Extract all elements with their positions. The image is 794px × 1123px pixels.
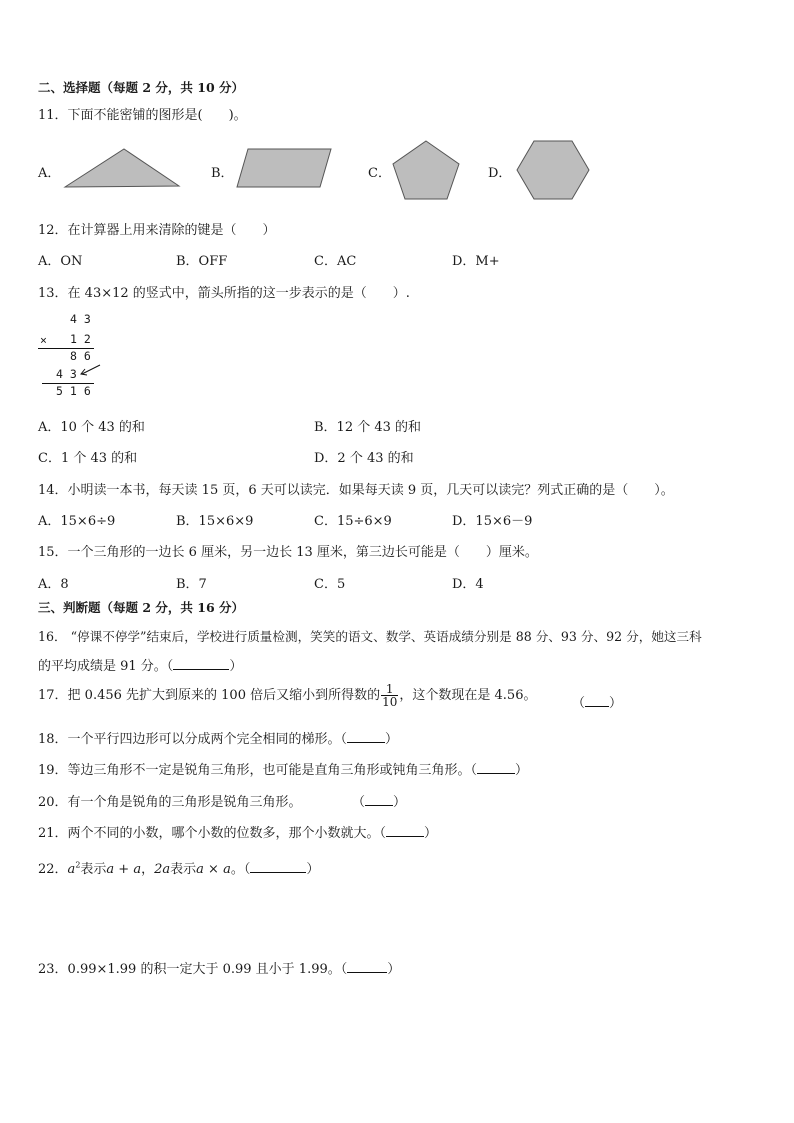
fraction-numerator: 1 bbox=[381, 683, 398, 696]
q14-option-a: A．15×6÷9 bbox=[38, 514, 116, 529]
question-22-end: ） bbox=[306, 862, 320, 877]
answer-blank-23[interactable] bbox=[347, 960, 387, 973]
question-20: 20．有一个角是锐角的三角形是锐角三角形。 bbox=[38, 795, 302, 810]
variable-a: a bbox=[67, 862, 76, 877]
q15-option-b: B．7 bbox=[176, 577, 207, 592]
question-17-tail: ，这个数现在是 4.56。 bbox=[399, 688, 537, 703]
q14-option-c: C．15÷6×9 bbox=[314, 514, 392, 529]
q11-option-a-label: A． bbox=[38, 166, 61, 181]
question-22-means-1: 表示 bbox=[80, 862, 107, 877]
fraction-denominator: 10 bbox=[382, 695, 398, 709]
question-18 bbox=[38, 728, 398, 747]
expression-a-times-a: a × a bbox=[196, 862, 231, 877]
question-17-text: 17．把 0.456 先扩大到原来的 100 倍后又缩小到所得数的 bbox=[38, 688, 381, 703]
q13-option-d: D．2 个 43 的和 bbox=[314, 451, 414, 466]
triangle-shape bbox=[62, 146, 182, 190]
q12-option-b: B．OFF bbox=[176, 254, 228, 269]
q12-option-d: D．M+ bbox=[452, 254, 500, 269]
expression-2a: 2a bbox=[154, 862, 171, 877]
expression-a-plus-a: a + a bbox=[106, 862, 142, 877]
calc-multiplicand: 43 bbox=[70, 312, 98, 326]
fraction-1-10 bbox=[381, 683, 398, 708]
question-13: 13．在 43×12 的竖式中，箭头所指的这一步表示的是（ ）. bbox=[38, 286, 410, 301]
question-21-text: 21．两个不同的小数，哪个小数的位数多，那个小数就大。（ bbox=[38, 826, 387, 841]
question-12: 12．在计算器上用来清除的键是（ ） bbox=[38, 223, 276, 238]
question-22-number: 22． bbox=[38, 862, 68, 877]
question-19-text: 19．等边三角形不一定是锐角三角形，也可能是直角三角形或钝角三角形。（ bbox=[38, 763, 478, 778]
calc-partial-1: 86 bbox=[70, 349, 98, 363]
calc-product: 516 bbox=[56, 384, 98, 398]
answer-blank-22[interactable] bbox=[250, 860, 306, 873]
calc-times-sign: × bbox=[40, 333, 47, 347]
question-23-end: ） bbox=[387, 962, 401, 977]
question-20-end: ） bbox=[393, 795, 407, 810]
q11-option-d-label: D． bbox=[488, 166, 512, 181]
q15-option-a: A．8 bbox=[38, 577, 69, 592]
question-19-end: ） bbox=[515, 763, 529, 778]
question-20-open: （ bbox=[352, 795, 366, 810]
answer-blank-16[interactable] bbox=[173, 657, 229, 670]
q11-option-c-label: C． bbox=[368, 166, 391, 181]
q15-option-d: D．4 bbox=[452, 577, 484, 592]
q12-option-a: A．ON bbox=[38, 254, 83, 269]
question-16-line-2 bbox=[38, 655, 242, 674]
question-16-end: ） bbox=[229, 659, 243, 674]
question-21 bbox=[38, 822, 437, 841]
q14-option-b: B．15×6×9 bbox=[176, 514, 254, 529]
answer-blank-18[interactable] bbox=[347, 730, 385, 743]
question-17-answer bbox=[572, 692, 622, 711]
q14-option-d: D．15×6－9 bbox=[452, 514, 533, 529]
hexagon-shape bbox=[514, 138, 592, 202]
answer-blank-17[interactable] bbox=[585, 694, 609, 707]
question-22 bbox=[38, 858, 319, 877]
question-22-separator: ， bbox=[141, 862, 155, 877]
question-23 bbox=[38, 958, 400, 977]
answer-blank-21[interactable] bbox=[386, 824, 424, 837]
question-19 bbox=[38, 759, 528, 778]
answer-blank-20[interactable] bbox=[365, 793, 393, 806]
question-23-text: 23．0.99×1.99 的积一定大于 0.99 且小于 1.99。（ bbox=[38, 962, 348, 977]
calc-partial-2: 43 bbox=[56, 367, 84, 381]
question-17-open: （ bbox=[572, 696, 586, 711]
question-21-end: ） bbox=[424, 826, 438, 841]
q13-option-b: B．12 个 43 的和 bbox=[314, 420, 422, 435]
question-16-line-1: 16． “停课不停学”结束后，学校进行质量检测，笑笑的语文、数学、英语成绩分别是 88 分、93 分、92 分，她这三科 bbox=[38, 629, 702, 644]
exponent-2: 2 bbox=[75, 860, 81, 870]
q15-option-c: C．5 bbox=[314, 577, 346, 592]
pentagon-shape bbox=[390, 138, 462, 202]
question-22-means-2: 表示 bbox=[170, 862, 197, 877]
q13-option-a: A．10 个 43 的和 bbox=[38, 420, 145, 435]
question-18-text: 18．一个平行四边形可以分成两个完全相同的梯形。（ bbox=[38, 732, 348, 747]
question-22-tail: 。（ bbox=[230, 862, 251, 877]
question-17 bbox=[38, 683, 536, 708]
question-11: 11．下面不能密铺的图形是( )。 bbox=[38, 108, 247, 123]
question-17-close: ） bbox=[609, 696, 623, 711]
question-14: 14．小明读一本书，每天读 15 页，6 天可以读完．如果每天读 9 页，几天可以读完？列式正确的是（ ）。 bbox=[38, 483, 674, 498]
answer-blank-19[interactable] bbox=[477, 761, 515, 774]
question-15: 15．一个三角形的一边长 6 厘米，另一边长 13 厘米，第三边长可能是（ ）厘米。 bbox=[38, 545, 538, 560]
q11-option-b-label: B． bbox=[211, 166, 234, 181]
arrow-icon bbox=[76, 362, 104, 378]
parallelogram-shape bbox=[234, 146, 334, 190]
question-20-answer bbox=[352, 791, 406, 810]
question-16-text: 的平均成绩是 91 分。（ bbox=[38, 659, 174, 674]
section-title-choice: 二、选择题（每题 2 分，共 10 分） bbox=[38, 80, 245, 95]
q12-option-c: C．AC bbox=[314, 254, 357, 269]
calc-multiplier: 12 bbox=[70, 332, 98, 346]
vertical-multiplication bbox=[38, 312, 102, 400]
q13-option-c: C．1 个 43 的和 bbox=[38, 451, 138, 466]
section-title-judgement: 三、判断题（每题 2 分，共 16 分） bbox=[38, 600, 245, 615]
question-18-end: ） bbox=[385, 732, 399, 747]
